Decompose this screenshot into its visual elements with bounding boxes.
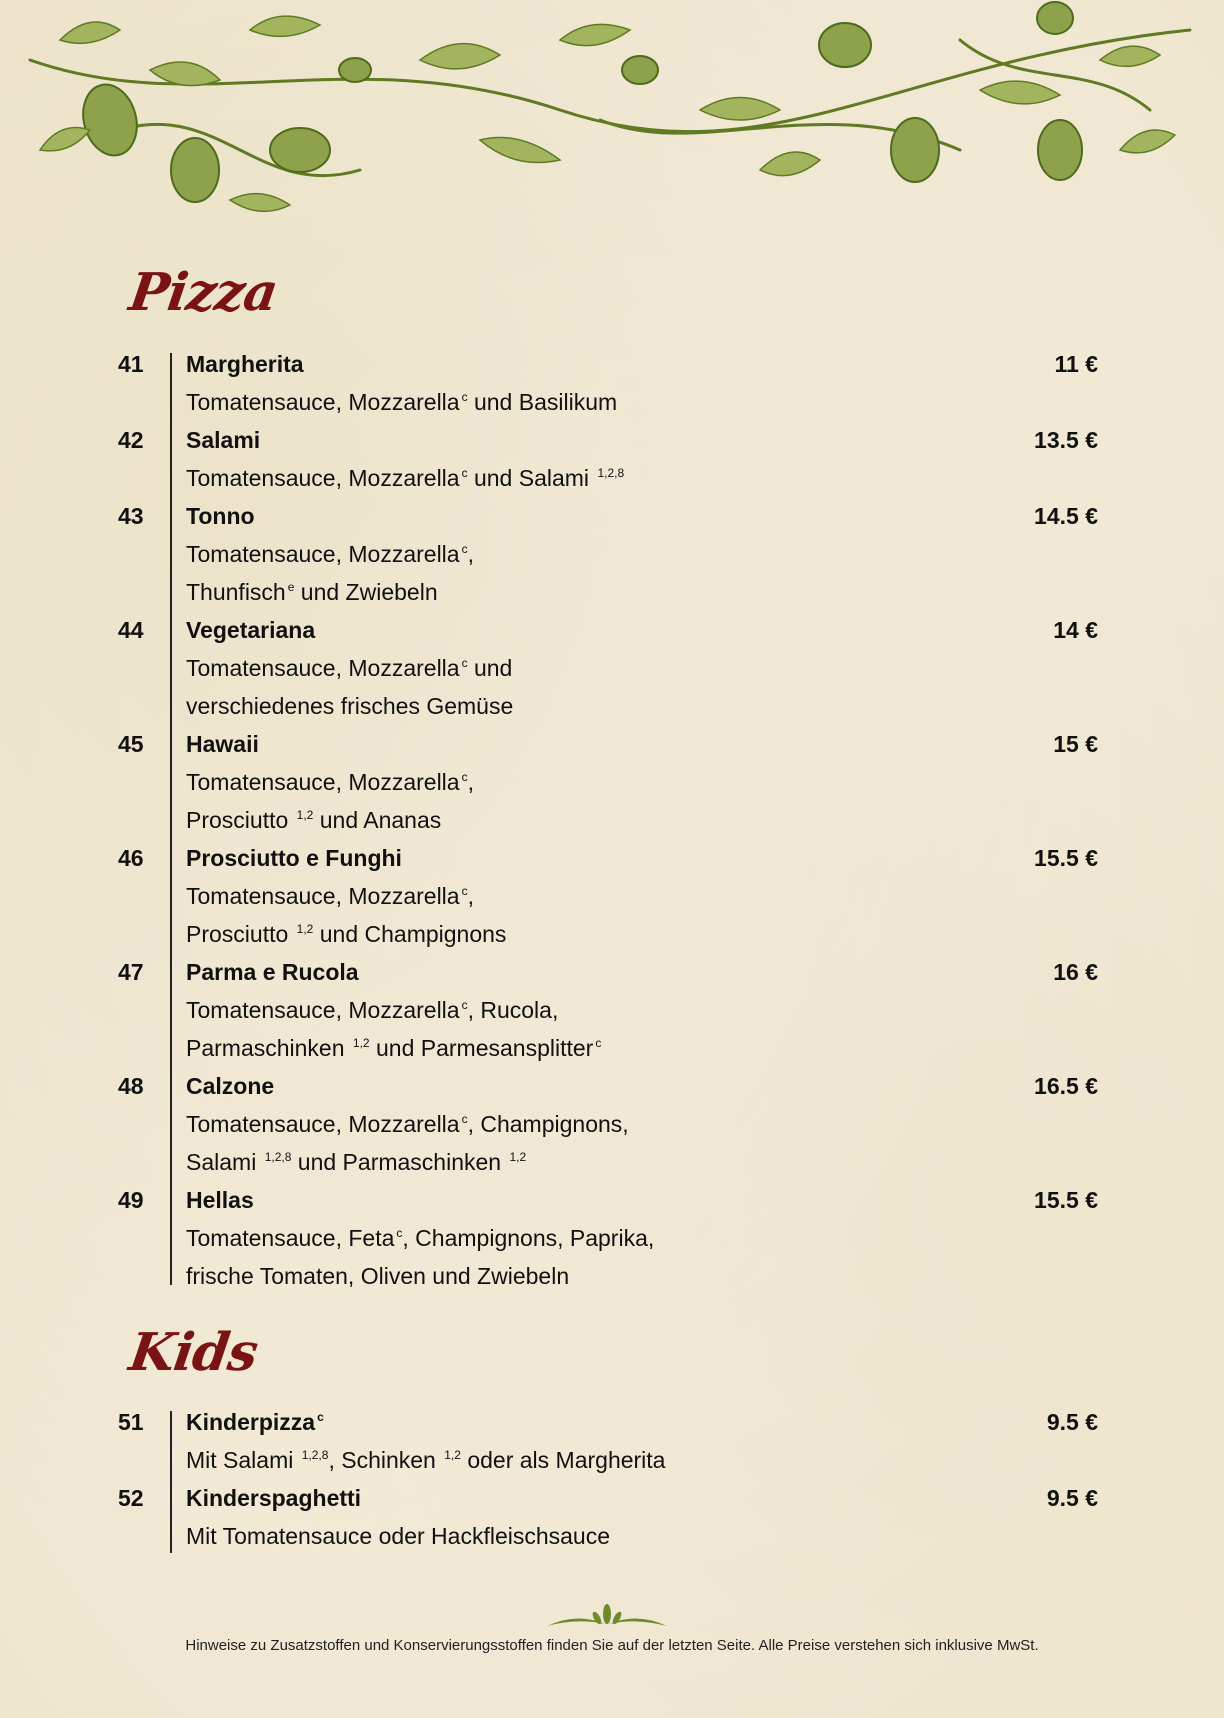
item-description: [186, 1257, 569, 1295]
item-name: [186, 953, 359, 991]
description-text: Tomatensauce, Mozzarella: [186, 465, 460, 491]
allergen-marker: c: [317, 1410, 324, 1424]
description-text: , Schinken: [328, 1447, 443, 1473]
item-name-text: Calzone: [186, 1073, 275, 1099]
menu-item: [118, 611, 1098, 725]
item-price: 16 €: [1053, 959, 1098, 985]
allergen-marker: c: [461, 466, 468, 480]
menu-item: [118, 345, 1098, 421]
description-text: Tomatensauce, Mozzarella: [186, 1111, 460, 1137]
item-description-line: [118, 535, 1098, 573]
menu-item-header: [118, 953, 1098, 991]
allergen-marker: 1,2,8: [264, 1150, 292, 1164]
item-number: 42: [118, 427, 144, 453]
item-name: [186, 345, 304, 383]
item-name: [186, 725, 259, 763]
menu-item-header: [118, 1479, 1098, 1517]
item-price: 14 €: [1053, 617, 1098, 643]
item-description-line: [118, 1143, 1098, 1181]
item-number: 52: [118, 1485, 144, 1511]
item-name-text: Prosciutto e Funghi: [186, 845, 402, 871]
item-name-text: Parma e Rucola: [186, 959, 359, 985]
description-text: Tomatensauce, Mozzarella: [186, 541, 460, 567]
description-text: und Parmesansplitter: [369, 1035, 594, 1061]
allergen-marker: c: [396, 1226, 403, 1240]
item-description-line: [118, 649, 1098, 687]
menu-item: [118, 1067, 1098, 1181]
item-price: 14.5 €: [1034, 503, 1098, 529]
item-description: [186, 687, 513, 725]
menu-item: [118, 1479, 1098, 1555]
description-text: frische Tomaten, Oliven und Zwiebeln: [186, 1263, 570, 1289]
description-text: und Basilikum: [467, 389, 618, 415]
description-text: , Champignons, Paprika,: [402, 1225, 655, 1251]
item-description: [186, 1029, 601, 1067]
description-text: und Champignons: [313, 921, 507, 947]
item-description: [186, 535, 474, 573]
item-description-line: [118, 763, 1098, 801]
item-name-text: Hellas: [186, 1187, 254, 1213]
item-name: [186, 1067, 274, 1105]
item-description: [186, 573, 438, 611]
menu-item-header: [118, 839, 1098, 877]
item-description-line: [118, 877, 1098, 915]
description-text: Salami: [186, 1149, 263, 1175]
item-description-line: [118, 459, 1098, 497]
item-price: 9.5 €: [1046, 1409, 1098, 1435]
item-number: 47: [118, 959, 144, 985]
menu-item: [118, 953, 1098, 1067]
description-text: ,: [467, 883, 474, 909]
item-name: [186, 1403, 324, 1441]
description-text: Tomatensauce, Feta: [186, 1225, 395, 1251]
section-title-kids: Kids: [125, 1322, 261, 1383]
menu-item-header: [118, 421, 1098, 459]
item-number: 44: [118, 617, 144, 643]
item-description: [186, 763, 474, 801]
allergen-marker: 1,2: [296, 922, 314, 936]
item-name: [186, 839, 402, 877]
description-text: Prosciutto: [186, 807, 295, 833]
item-price: 11 €: [1054, 351, 1098, 377]
item-description-line: [118, 801, 1098, 839]
description-text: Tomatensauce, Mozzarella: [186, 883, 460, 909]
item-description: [186, 877, 474, 915]
item-number: 41: [118, 351, 144, 377]
item-number: 46: [118, 845, 144, 871]
menu-item: [118, 497, 1098, 611]
item-description-line: [118, 687, 1098, 725]
item-description: [186, 915, 506, 953]
item-description: [186, 1517, 610, 1555]
description-text: , Rucola,: [467, 997, 559, 1023]
description-text: ,: [467, 541, 474, 567]
item-name: [186, 421, 260, 459]
description-text: verschiedenes frisches Gemüse: [186, 693, 514, 719]
description-text: Tomatensauce, Mozzarella: [186, 997, 460, 1023]
description-text: Prosciutto: [186, 921, 295, 947]
item-description: [186, 1441, 665, 1479]
menu-item: [118, 839, 1098, 953]
item-price: 13.5 €: [1034, 427, 1098, 453]
description-text: Tomatensauce, Mozzarella: [186, 655, 460, 681]
item-price: 15.5 €: [1034, 1187, 1098, 1213]
item-name: [186, 1181, 254, 1219]
item-name-text: Kinderpizza: [186, 1409, 316, 1435]
allergen-marker: c: [595, 1036, 602, 1050]
description-text: Mit Salami: [186, 1447, 300, 1473]
item-name-text: Vegetariana: [186, 617, 316, 643]
item-description-line: [118, 1257, 1098, 1295]
item-description-line: [118, 991, 1098, 1029]
item-description: [186, 801, 441, 839]
menu-item-header: [118, 497, 1098, 535]
item-description: [186, 1105, 629, 1143]
item-number: 51: [118, 1409, 144, 1435]
allergen-marker: 1,2: [352, 1036, 370, 1050]
menu-item-header: [118, 1403, 1098, 1441]
item-name: [186, 611, 315, 649]
item-description-line: [118, 915, 1098, 953]
menu-item-header: [118, 725, 1098, 763]
item-name-text: Salami: [186, 427, 261, 453]
item-name-text: Margherita: [186, 351, 304, 377]
item-description-line: [118, 1219, 1098, 1257]
menu-item: [118, 725, 1098, 839]
item-price: 15.5 €: [1034, 845, 1098, 871]
section-title-pizza: Pizza: [125, 262, 281, 323]
allergen-marker: c: [461, 656, 468, 670]
allergen-marker: c: [461, 1112, 468, 1126]
description-text: und Zwiebeln: [294, 579, 438, 605]
description-text: Parmaschinken: [186, 1035, 351, 1061]
menu-item-header: [118, 1067, 1098, 1105]
description-text: oder als Margherita: [460, 1447, 666, 1473]
description-text: ,: [467, 769, 474, 795]
item-number: 43: [118, 503, 144, 529]
description-text: Thunfisch: [186, 579, 286, 605]
description-text: Tomatensauce, Mozzarella: [186, 769, 460, 795]
allergen-marker: 1,2,8: [301, 1448, 329, 1462]
allergen-marker: 1,2: [444, 1448, 461, 1462]
menu-item-header: [118, 345, 1098, 383]
item-description-line: [118, 1029, 1098, 1067]
item-description-line: [118, 573, 1098, 611]
description-text: , Champignons,: [467, 1111, 629, 1137]
item-description: [186, 383, 617, 421]
item-description-line: [118, 383, 1098, 421]
item-description-line: [118, 1517, 1098, 1555]
item-number: 45: [118, 731, 144, 757]
menu-item: [118, 1181, 1098, 1295]
description-text: und Ananas: [313, 807, 442, 833]
description-text: und Salami: [467, 465, 596, 491]
item-description: [186, 1143, 526, 1181]
olive-branch-decoration: [0, 0, 1224, 235]
item-number: 48: [118, 1073, 144, 1099]
allergen-marker: c: [461, 390, 468, 404]
allergen-marker: 1,2: [509, 1150, 527, 1164]
item-price: 16.5 €: [1034, 1073, 1098, 1099]
description-text: und: [467, 655, 513, 681]
allergen-marker: c: [461, 884, 468, 898]
menu-item-header: [118, 1181, 1098, 1219]
item-name: [186, 497, 255, 535]
description-text: Tomatensauce, Mozzarella: [186, 389, 460, 415]
item-name-text: Hawaii: [186, 731, 259, 757]
allergen-marker: c: [461, 770, 468, 784]
item-price: 15 €: [1053, 731, 1098, 757]
item-price: 9.5 €: [1046, 1485, 1098, 1511]
item-description: [186, 991, 558, 1029]
allergen-marker: 1,2: [296, 808, 314, 822]
item-name: [186, 1479, 361, 1517]
allergen-marker: 1,2,8: [597, 466, 625, 480]
description-text: Mit Tomatensauce oder Hackfleischsauce: [186, 1523, 611, 1549]
item-description-line: [118, 1441, 1098, 1479]
pizza-menu-list: [118, 345, 1098, 1290]
item-number: 49: [118, 1187, 144, 1213]
kids-menu-list: [118, 1403, 1098, 1563]
menu-item: [118, 421, 1098, 497]
item-description-line: [118, 1105, 1098, 1143]
allergen-marker: c: [461, 542, 468, 556]
item-description: [186, 459, 624, 497]
item-description: [186, 649, 512, 687]
menu-item: [118, 1403, 1098, 1479]
ornament-icon: [543, 1600, 671, 1634]
item-description: [186, 1219, 654, 1257]
item-name-text: Tonno: [186, 503, 255, 529]
item-name-text: Kinderspaghetti: [186, 1485, 362, 1511]
description-text: und Parmaschinken: [291, 1149, 508, 1175]
allergen-marker: e: [287, 580, 295, 594]
allergen-price-note: Hinweise zu Zusatzstoffen und Konservierungsstoffen finden Sie auf der letzten Seite. Alle Preise verstehen sich inklusive MwSt.: [185, 1637, 1039, 1654]
allergen-marker: c: [461, 998, 468, 1012]
menu-item-header: [118, 611, 1098, 649]
